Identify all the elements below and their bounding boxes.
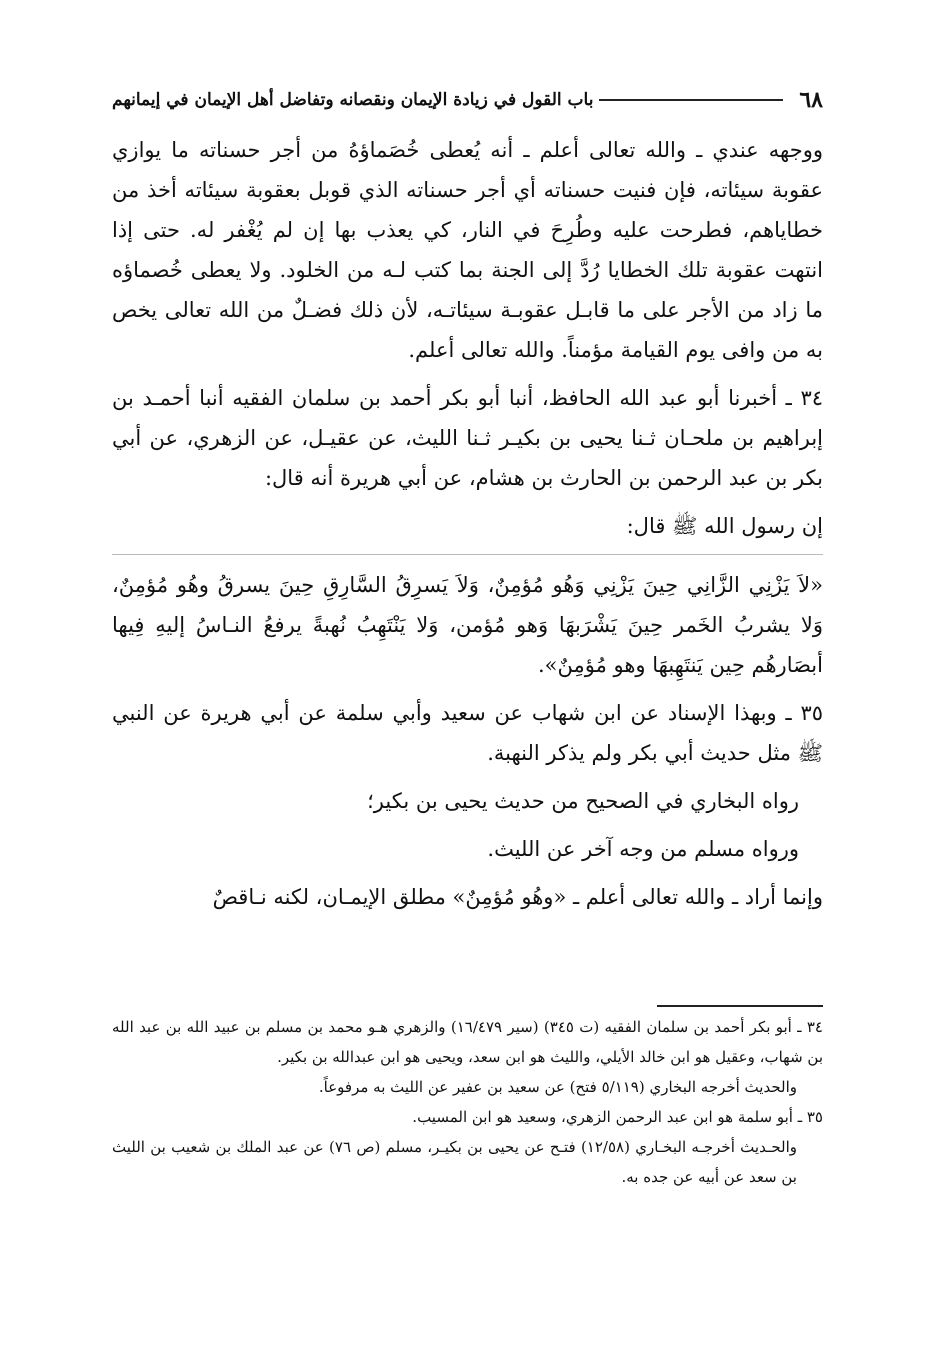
- footnotes: [112, 1012, 823, 1192]
- footnote-35-hadith: والحـديث أخرجـه البخـاري (١٢/٥٨) فتـح عن يحيى بن بكيـر، مسلم (ص ٧٦) عن عبد الملك بن شعيب بن الليث بن سعد عن أبيه عن جده به.: [112, 1138, 797, 1186]
- page-header: [112, 80, 823, 120]
- footnote-34: ٣٤ ـ أبو بكر أحمد بن سلمان الفقيه (ت ٣٤٥) (سير ١٦/٤٧٩) والزهري هـو محمد بن مسلم بن عبيد الله بن عبد الله بن شهاب، وعقيل هو ابن خالد الأيلي، والليث هو ابن سعد، ويحيى هو ابن عبدالله بن بكير.: [112, 1018, 823, 1066]
- paragraph-muslim-note: ورواه مسلم من وجه آخر عن الليث.: [487, 837, 799, 861]
- paragraph-bukhari-note: رواه البخاري في الصحيح من حديث يحيى بن بكير؛: [367, 789, 799, 813]
- paragraph-commentary: ووجهه عندي ـ والله تعالى أعلم ـ أنه يُعطى خُصَماؤهُ من أجر حسناته ما يوازي عقوبة سيئاته، فإن فنيت حسناته أي أجر حسناته الذي قوبل بعقوبة سيئاته أخذ من خطاياهم، فطرحت عليه وطُرِحَ في النار، كي يعذب بها إن لم يُغْفر له. حتى إذا انتهت عقوبة تلك الخطايا رُدَّ إلى الجنة بما كتب لـه من الخلود. ولا يعطى خُصماؤه ما زاد من الأجر على ما قابـل عقوبـة سيئاتـه، لأن ذلك فضـلٌ من الله تعالى يخص به من وافى يوم القيامة مؤمناً. والله تعالى أعلم.: [112, 138, 823, 362]
- main-text: [112, 130, 823, 925]
- page-number: ٦٨: [799, 87, 823, 113]
- paragraph-isnad-34: ٣٤ ـ أخبرنا أبو عبد الله الحافظ، أنبا أبو بكر أحمد بن سلمان الفقيه أنبا أحمـد بن إبراهيم بن ملحـان ثـنا يحيى بن بكيـر ثـنا الليث، عن عقيـل، عن الزهري، عن أبي بكر بن عبد الرحمن بن الحارث بن هشام، عن أبي هريرة أنه قال:: [112, 386, 823, 490]
- paragraph-isnad-35: ٣٥ ـ وبهذا الإسناد عن ابن شهاب عن سعيد وأبي سلمة عن أبي هريرة عن النبي ﷺ مثل حديث أبي بكر ولم يذكر النهبة.: [112, 701, 823, 765]
- paragraph-hadith-text: «لاَ يَزْنِي الزَّانِي حِينَ يَزْنِي وَهُو مُؤمِنٌ، وَلاَ يَسرِقُ السَّارِقِ حِينَ يسرقُ وهُو مُؤمِنٌ، وَلا يشربُ الخَمر حِينَ يَشْرَبهَا وَهو مُؤمن، وَلا يَنْتَهِبُ نُهبةً يرفعُ النـاسُ إليهِ فِيها أبصَارهُم حِين يَنتَهِبهَا وهو مُؤمِنٌ».: [112, 554, 823, 685]
- header-rule: [599, 99, 783, 101]
- footnote-34-hadith: والحديث أخرجه البخاري (٥/١١٩ فتح) عن سعيد بن عفير عن الليث به مرفوعاً.: [318, 1078, 797, 1096]
- paragraph-prophet-said: إن رسول الله ﷺ قال:: [626, 514, 823, 538]
- paragraph-explanation: وإنما أراد ـ والله تعالى أعلم ـ «وهُو مُؤمِنٌ» مطلق الإيمـان، لكنه نـاقصٌ: [212, 885, 823, 909]
- footnote-35: ٣٥ ـ أبو سلمة هو ابن عبد الرحمن الزهري، وسعيد هو ابن المسيب.: [412, 1108, 823, 1126]
- running-title: باب القول في زيادة الإيمان ونقصانه وتفاضل أهل الإيمان في إيمانهم: [112, 90, 594, 110]
- footnote-separator: [657, 1005, 823, 1007]
